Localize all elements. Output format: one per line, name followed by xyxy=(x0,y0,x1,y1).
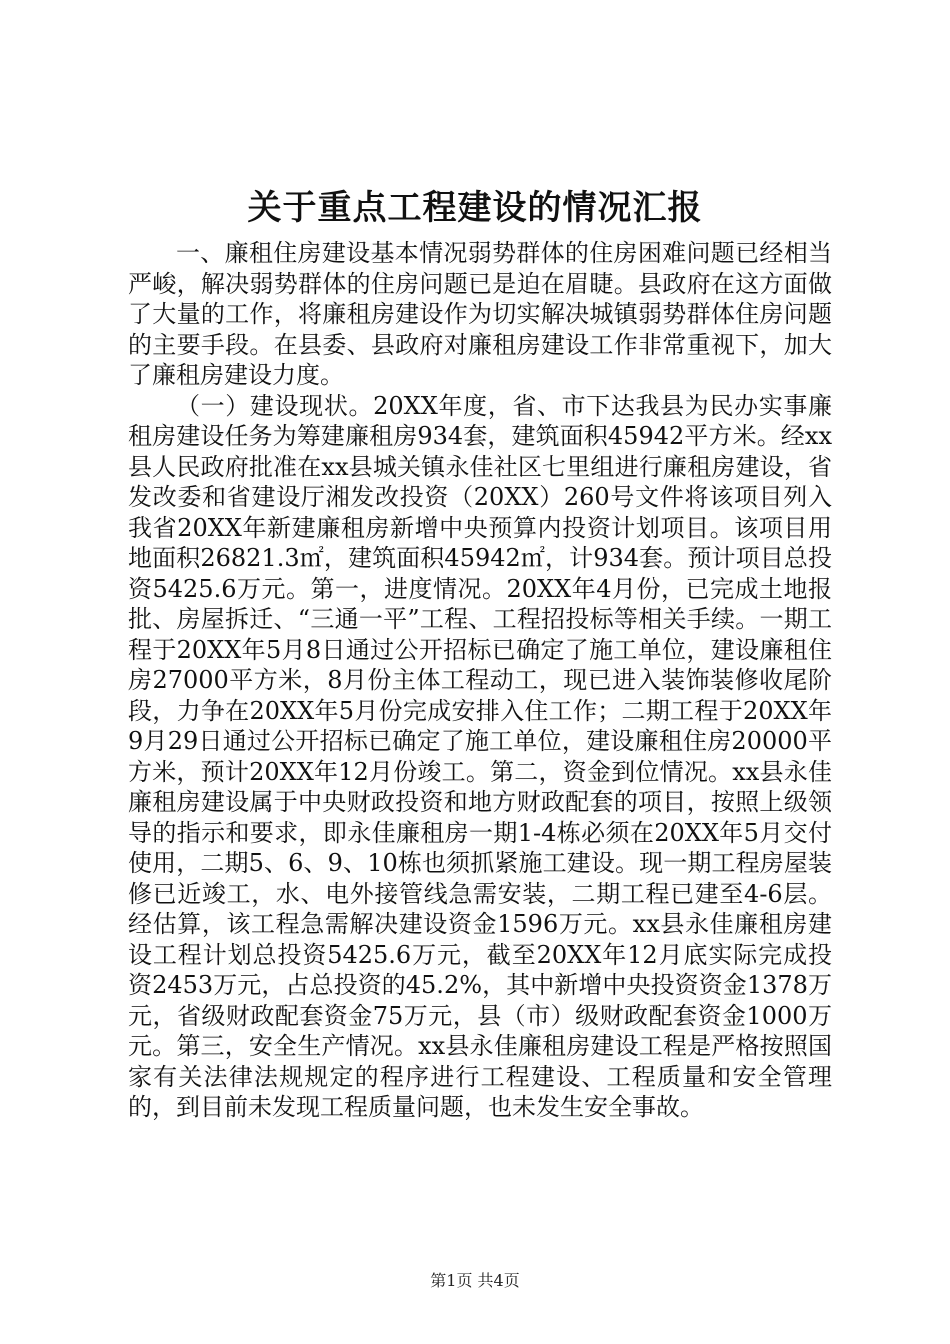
paragraph-construction-status: （一）建设现状。20XX年度，省、市下达我县为民办实事廉租房建设任务为筹建廉租房934套，建筑面积45942平方米。经xx县人民政府批准在xx县城关镇永佳社区七里组进行廉租房建设，省发改委和省建设厅湘发改投资（20XX）260号文件将该项目列入我省20XX年新建廉租房新增中央预算内投资计划项目。该项目用地面积26821.3㎡，建筑面积45942㎡，计934套。预计项目总投资5425.6万元。第一，进度情况。20XX年4月份，已完成土地报批、房屋拆迁、“三通一平”工程、工程招投标等相关手续。一期工程于20XX年5月8日通过公开招标已确定了施工单位，建设廉租住房27000平方米，8月份主体工程动工，现已进入装饰装修收尾阶段，力争在20XX年5月份完成安排入住工作；二期工程于20XX年9月29日通过公开招标已确定了施工单位，建设廉租住房20000平方米，预计20XX年12月份竣工。第二，资金到位情况。xx县永佳廉租房建设属于中央财政投资和地方财政配套的项目，按照上级领导的指示和要求，即永佳廉租房一期1-4栋必须在20XX年5月交付使用，二期5、6、9、10栋也须抓紧施工建设。现一期工程房屋装修已近竣工，水、电外接管线急需安装，二期工程已建至4-6层。经估算，该工程急需解决建设资金1596万元。xx县永佳廉租房建设工程计划总投资5425.6万元，截至20XX年12月底实际完成投资2453万元，占总投资的45.2%，其中新增中央投资资金1378万元，省级财政配套资金75万元，县（市）级财政配套资金1000万元。第三，安全生产情况。xx县永佳廉租房建设工程是严格按照国家有关法律法规规定的程序进行工程建设、工程质量和安全管理的，到目前未发现工程质量问题，也未发生安全事故。 xyxy=(128,391,832,1121)
document-body xyxy=(128,238,832,1123)
paragraph-overview: 一、廉租住房建设基本情况弱势群体的住房困难问题已经相当严峻，解决弱势群体的住房问题已是迫在眉睫。县政府在这方面做了大量的工作，将廉租房建设作为切实解决城镇弱势群体住房问题的主要手段。在县委、县政府对廉租房建设工作非常重视下，加大了廉租房建设力度。 xyxy=(128,239,832,389)
page-number-footer: 第1页 共4页 xyxy=(430,1271,520,1290)
document-title: 关于重点工程建设的情况汇报 xyxy=(247,188,703,228)
